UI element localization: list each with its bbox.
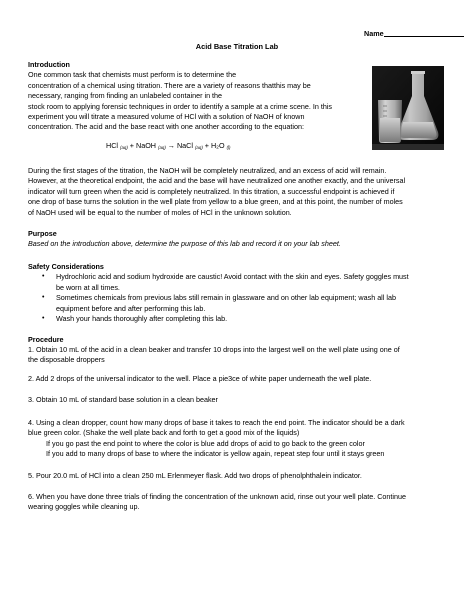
step-line: 3. Obtain 10 mL of standard base solution in a clean beaker: [28, 395, 218, 404]
intro-line: One common task that chemists must perform is to determine the: [28, 70, 237, 80]
procedure-step-1: [28, 345, 448, 366]
state-label: (aq): [157, 145, 166, 150]
introduction-heading: Introduction: [28, 60, 70, 69]
step-note: If you add to many drops of base to where the indicator is yellow again, repeat step four until it stays green: [46, 449, 385, 459]
procedure-step-5: [28, 471, 448, 481]
procedure-step-3: [28, 395, 448, 405]
name-field[interactable]: [364, 28, 464, 38]
purpose-heading: Purpose: [28, 229, 57, 238]
intro-line: concentration. The acid and the base react with one another according to the equation:: [28, 122, 304, 132]
introduction-section: [28, 60, 368, 133]
reactant-hcl: HCl: [106, 141, 118, 150]
list-item-text: Hydrochloric acid and sodium hydroxide are caustic! Avoid contact with the skin and eyes. Safety goggles must: [56, 272, 409, 282]
list-item: [28, 314, 448, 324]
list-item-text: Sometimes chemicals from previous labs still remain in glassware and on other lab equipment; wash all lab: [56, 293, 396, 303]
paragraph-line: of NaOH used will be equal to the number of moles of HCl in the unknown solution.: [28, 207, 292, 217]
name-blank-line[interactable]: [384, 28, 464, 37]
step-line: 6. When you have done three trials of finding the concentration of the unknown acid, rinse out your well plate. Continue: [28, 492, 406, 501]
paragraph-line: However, at the theoretical endpoint, the acid and the base will have neutralized one another exactly, and the universal: [28, 176, 406, 186]
procedure-step-4: [28, 418, 448, 460]
product-water: H₂O: [210, 141, 225, 150]
plus-sign: +: [129, 141, 134, 150]
reactant-naoh: NaOH: [136, 141, 156, 150]
intro-line: stock room to applying forensic techniques in order to identify a sample at a crime scene. In this: [28, 101, 333, 111]
intro-line: necessary, ranging from finding an unlabeled container in the: [28, 91, 223, 101]
bullet-icon: •: [42, 273, 45, 281]
state-label: (aq): [194, 145, 203, 150]
paragraph-line: indicator will turn green when the acid is completely neutralized. In this titration, a successful endpoint is achieved if: [28, 186, 395, 196]
step-note: If you go past the end point to where the color is blue add drops of acid to go back to the green color: [46, 438, 365, 448]
intro-line: experiment you will titrate a measured volume of HCl with a solution of NaOH of known: [28, 112, 305, 122]
plus-sign: +: [204, 141, 209, 150]
step-line: 1. Obtain 10 mL of the acid in a clean beaker and transfer 10 drops into the largest well on the well plate using one of: [28, 345, 400, 354]
state-label: (l): [226, 145, 231, 150]
list-item-text: be worn at all times.: [56, 282, 120, 292]
list-item: [28, 272, 448, 293]
step-line: 4. Using a clean dropper, count how many drops of base it takes to reach the end point. The indicator should be a dark: [28, 418, 405, 427]
step-line: 5. Pour 20.0 mL of HCl into a clean 250 mL Erlenmeyer flask. Add two drops of phenolphthalein indicator.: [28, 471, 362, 480]
list-item-text: equipment before and after performing this lab.: [56, 303, 206, 313]
step-line: blue green color. (Shake the well plate back and forth to get a good mix of the liquids): [28, 428, 300, 438]
procedure-step-6: [28, 492, 448, 513]
procedure-step-2: [28, 374, 448, 384]
step-line: the disposable droppers: [28, 355, 105, 365]
safety-list: [28, 272, 448, 324]
reaction-equation: [106, 141, 230, 150]
beaker-flask-photo-icon: [372, 66, 444, 150]
step-line: 2. Add 2 drops of the universal indicator to the well. Place a pie3ce of white paper underneath the well plate.: [28, 374, 372, 383]
document-title: Acid Base Titration Lab: [195, 42, 279, 51]
titration-explanation: [28, 166, 448, 218]
name-label: Name: [364, 29, 384, 38]
paragraph-line: one drop of base turns the solution in the well plate from yellow to a blue green, and at this point, the number of moles: [28, 197, 403, 207]
purpose-section: [28, 229, 448, 250]
bullet-icon: •: [42, 294, 45, 302]
paragraph-line: During the first stages of the titration, the NaOH will be completely neutralized, and an excess of acid will remain.: [28, 166, 387, 175]
state-label: (aq): [119, 145, 128, 150]
list-item-text: Wash your hands thoroughly after completing this lab.: [56, 314, 228, 324]
safety-section: [28, 262, 448, 324]
procedure-heading-bold: Procedure: [28, 335, 64, 344]
intro-line: concentration of a chemical using titration. There are a variety of reasons thatthis may be: [28, 80, 311, 90]
reaction-arrow-icon: →: [167, 141, 175, 150]
list-item: [28, 293, 448, 314]
safety-heading: Safety Considerations: [28, 262, 104, 271]
bullet-icon: •: [42, 315, 45, 323]
product-nacl: NaCl: [176, 141, 193, 150]
purpose-text: Based on the introduction above, determine the purpose of this lab and record it on your lab sheet.: [28, 239, 341, 249]
step-line: wearing goggles while cleaning up.: [28, 502, 140, 512]
